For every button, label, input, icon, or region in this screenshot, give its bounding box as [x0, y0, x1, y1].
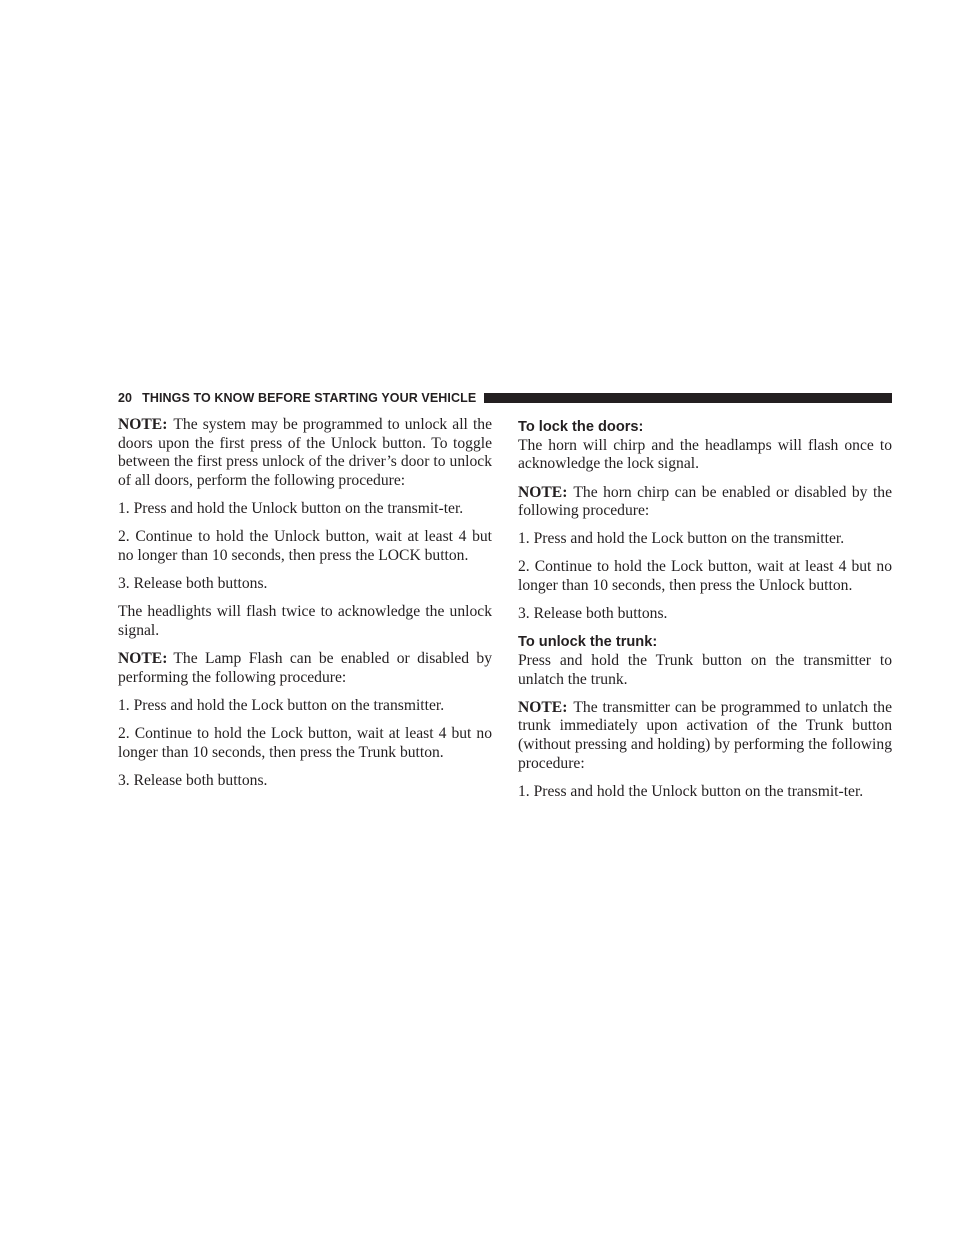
section-heading-unlock-trunk: To unlock the trunk:: [518, 634, 658, 651]
note-paragraph: [118, 650, 492, 687]
page-number: 20: [118, 391, 133, 405]
note-text: The transmitter can be programmed to unlatch the trunk immediately upon activation of the Trunk button (without pressing and holding) by performing the following procedure:: [518, 698, 892, 772]
note-text: The horn chirp can be enabled or disabled by the following procedure:: [518, 483, 892, 520]
note-paragraph: [518, 484, 892, 521]
procedure-step: 1. Press and hold the Unlock button on the transmit-ter.: [518, 782, 864, 800]
note-text: The Lamp Flash can be enabled or disabled by performing the following procedure:: [118, 649, 492, 686]
note-label: NOTE:: [518, 483, 568, 501]
body-paragraph: The headlights will flash twice to acknowledge the unlock signal.: [118, 603, 492, 639]
procedure-step: 3. Release both buttons.: [518, 605, 668, 623]
procedure-step: 1. Press and hold the Lock button on the transmitter.: [118, 696, 445, 714]
note-label: NOTE:: [518, 698, 568, 716]
section-title: THINGS TO KNOW BEFORE STARTING YOUR VEHICLE: [142, 391, 477, 405]
note-paragraph: [518, 699, 892, 774]
left-column: [118, 416, 492, 800]
right-column: [518, 416, 892, 811]
header-rule: [484, 393, 892, 403]
note-text: The system may be programmed to unlock all the doors upon the first press of the Unlock button. To toggle between the first press unlock of the driver’s door to unlock of all doors, perform the following procedure:: [118, 416, 492, 490]
procedure-step: 3. Release both buttons.: [118, 771, 268, 789]
procedure-step: 3. Release both buttons.: [118, 575, 268, 593]
note-label: NOTE:: [118, 416, 168, 433]
body-paragraph: Press and hold the Trunk button on the transmitter to unlatch the trunk.: [518, 651, 892, 688]
procedure-step: 1. Press and hold the Lock button on the transmitter.: [518, 530, 845, 548]
procedure-step: 2. Continue to hold the Unlock button, wait at least 4 but no longer than 10 seconds, then press the LOCK button.: [118, 528, 492, 564]
note-paragraph: [118, 416, 492, 491]
body-paragraph: The horn will chirp and the headlamps will flash once to acknowledge the lock signal.: [518, 436, 892, 473]
section-heading-lock-doors: To lock the doors:: [518, 419, 644, 435]
page-header: [118, 388, 892, 408]
procedure-step: 2. Continue to hold the Lock button, wait at least 4 but no longer than 10 seconds, then press the Unlock button.: [518, 558, 892, 595]
procedure-step: 2. Continue to hold the Lock button, wait at least 4 but no longer than 10 seconds, then press the Trunk button.: [118, 724, 492, 761]
procedure-step: 1. Press and hold the Unlock button on the transmit-ter.: [118, 500, 464, 518]
note-label: NOTE:: [118, 649, 168, 667]
